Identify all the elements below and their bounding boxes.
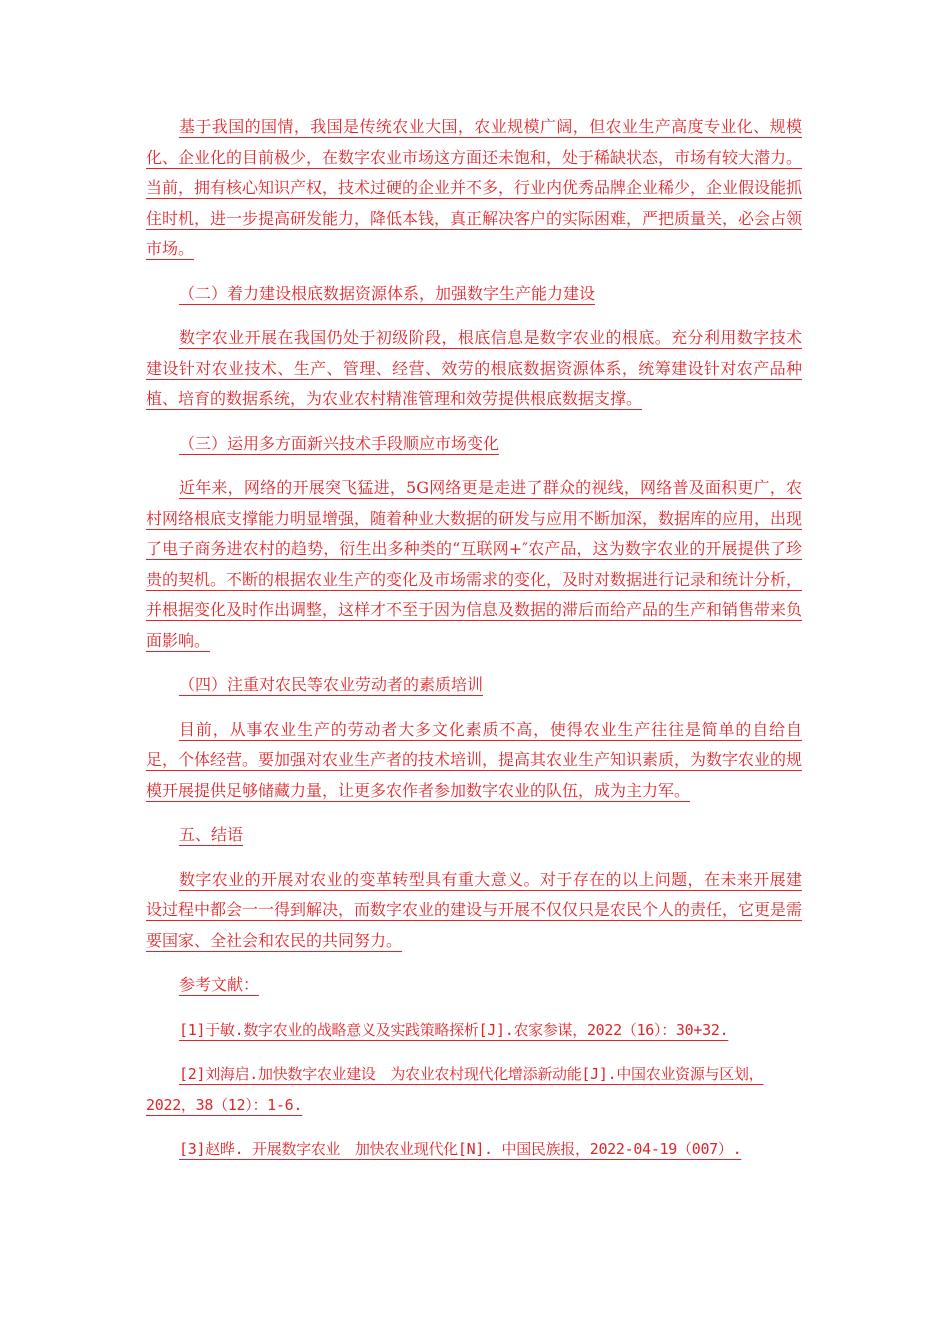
- reference-item-1: [1]于敏.数字农业的战略意义及实践策略探析[J].农家参谋，2022（16）：30+32.: [179, 1020, 729, 1039]
- paragraph-new-technology: 近年来，网络的开展突飞猛进，5G网络更是走进了群众的视线，网络普及面积更广，农村网络根底支撑能力明显增强，随着种业大数据的研发与应用不断加深，数据库的应用，出现了电子商务进农村的趋势，衍生出多种类的“互联网+″农产品，这为数字农业的开展提供了珍贵的契机。不断的根据农业生产的变化及市场需求的变化，及时对数据进行记录和统计分析，并根据变化及时作出调整，这样才不至于因为信息及数据的滞后而给产品的生产和销售带来负面影响。: [146, 478, 803, 650]
- paragraph-data-resources: 数字农业开展在我国仍处于初级阶段，根底信息是数字农业的根底。充分利用数字技术建设针对农业技术、生产、管理、经营、效劳的根底数据资源体系，统筹建设针对农产品种植、培育的数据系统，为农业农村精准管理和效劳提供根底数据支撑。: [146, 328, 802, 408]
- reference-item-2: [2]刘海启.加快数字农业建设 为农业农村现代化增添新动能[J].中国农业资源与区划，2022，38（12）：1-6.: [146, 1065, 764, 1114]
- paragraph-farmer-training: 目前，从事农业生产的劳动者大多文化素质不高，使得农业生产往往是简单的自给自足，个体经营。要加强对农业生产者的技术培训，提高其农业生产知识素质，为数字农业的规模开展提供足够储藏力量，让更多农作者参加数字农业的队伍，成为主力军。: [146, 719, 803, 800]
- section-heading-4: （四）注重对农民等农业劳动者的素质培训: [179, 675, 484, 694]
- references-heading: 参考文献：: [179, 975, 260, 994]
- section-heading-conclusion: 五、结语: [179, 825, 244, 844]
- reference-item-3: [3]赵晔. 开展数字农业 加快农业现代化[N]. 中国民族报，2022-04-19（007）.: [179, 1140, 742, 1158]
- section-heading-3: （三）运用多方面新兴技术手段顺应市场变化: [179, 433, 500, 453]
- paragraph-market-potential: 基于我国的国情，我国是传统农业大国，农业规模广阔，但农业生产高度专业化、规模化、企业化的目前极少，在数字农业市场这方面还未饱和，处于稀缺状态，市场有较大潜力。当前，拥有核心知识产权，技术过硬的企业并不多，行业内优秀品牌企业稀少，企业假设能抓住时机，进一步提高研发能力，降低本钱，真正解决客户的实际困难，严把质量关，必会占领市场。: [146, 117, 803, 258]
- paragraph-conclusion: 数字农业的开展对农业的变革转型具有重大意义。对于存在的以上问题，在未来开展建设过程中都会一一得到解决，而数字农业的建设与开展不仅仅只是农民个人的责任，它更是需要国家、全社会和农民的共同努力。: [146, 869, 803, 950]
- section-heading-2: （二）着力建设根底数据资源体系，加强数字生产能力建设: [179, 283, 596, 303]
- document-body: [146, 112, 802, 1179]
